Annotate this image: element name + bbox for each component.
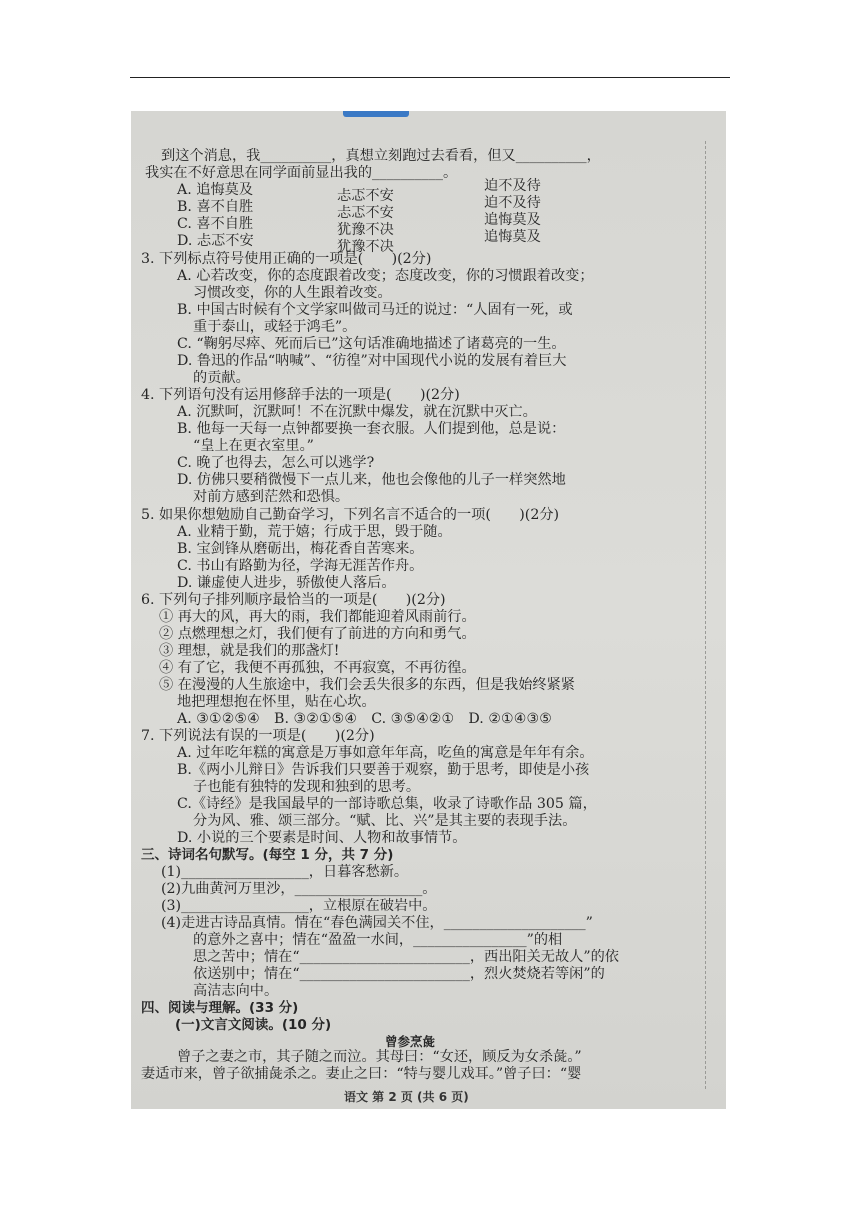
q3-stem: 3. 下列标点符号使用正确的一项是( )(2分) bbox=[141, 251, 432, 267]
q3-line: A. 心若改变，你的态度跟着改变；态度改变，你的习惯跟着改变； bbox=[177, 268, 594, 284]
q3-line: 的贡献。 bbox=[193, 370, 250, 386]
section4-subheading: (一)文言文阅读。(10 分) bbox=[175, 1017, 332, 1033]
q3-line: B. 中国古时候有个文学家叫做司马迁的说过：“人固有一死，或 bbox=[177, 302, 573, 318]
q4-line: B. 他每一天每一点钟都要换一套衣服。人们提到他，总是说： bbox=[177, 421, 566, 437]
q4-line: A. 沉默呵，沉默呵！不在沉默中爆发，就在沉默中灭亡。 bbox=[177, 404, 537, 420]
q5-line: C. 书山有路勤为径，学海无涯苦作舟。 bbox=[177, 558, 424, 574]
fold-line bbox=[705, 141, 706, 1089]
top-rule bbox=[130, 77, 730, 78]
passage-title: 曾参烹彘 bbox=[385, 1034, 436, 1049]
q6-stem: 6. 下列句子排列顺序最恰当的一项是( )(2分) bbox=[141, 592, 446, 608]
q2-line-2: 我实在不好意思在同学面前显出我的__________。 bbox=[145, 165, 458, 181]
q5-line: D. 谦虚使人进步，骄傲使人落后。 bbox=[177, 575, 396, 591]
q5-stem: 5. 如果你想勉励自己勤奋学习，下列名言不适合的一项( )(2分) bbox=[141, 507, 560, 523]
q6-line: ① 再大的风，再大的雨，我们都能迎着风雨前行。 bbox=[159, 609, 476, 625]
poem-line: 的意外之喜中；情在“盈盈一水间，________________”的相 bbox=[193, 932, 563, 948]
q7-line: B.《两小儿辩日》告诉我们只要善于观察，勤于思考，即使是小孩 bbox=[177, 762, 590, 778]
poem-line: (1)__________________，日暮客愁新。 bbox=[161, 864, 409, 880]
section4-heading: 四、阅读与理解。(33 分) bbox=[141, 1000, 299, 1016]
q2-option-b-right: 迫不及待 bbox=[484, 195, 541, 211]
q2-option-c-right: 追悔莫及 bbox=[484, 212, 541, 228]
q4-line: C. 晚了也得去，怎么可以逃学? bbox=[177, 455, 375, 471]
passage-line: 曾子之妻之市，其子随之而泣。其母曰：“女还，顾反为女杀彘。” bbox=[177, 1049, 582, 1065]
q3-line: 习惯改变，你的人生跟着改变。 bbox=[193, 285, 392, 301]
q7-line: 分为风、雅、颂三部分。“赋、比、兴”是其主要的表现手法。 bbox=[193, 813, 577, 829]
q7-line: 子也能有独特的发现和独到的思考。 bbox=[193, 779, 421, 795]
binder-tab bbox=[343, 111, 409, 117]
q4-line: “皇上在更衣室里。” bbox=[193, 438, 314, 454]
q2-option-d-mid: 犹豫不决 bbox=[337, 239, 394, 255]
q5-line: A. 业精于勤，荒于嬉；行成于思，毁于随。 bbox=[177, 524, 452, 540]
poem-line: 依送别中；情在“________________________，烈火焚烧若等闲”的 bbox=[193, 966, 605, 982]
page-footer: 语文 第 2 页 (共 6 页) bbox=[344, 1090, 469, 1104]
poem-line: (3)__________________，立根原在破岩中。 bbox=[161, 898, 437, 914]
poem-line: 思之苦中；情在“________________________，西出阳关无故人”的依 bbox=[193, 949, 619, 965]
poem-line: (2)九曲黄河万里沙，__________________。 bbox=[161, 881, 437, 897]
q7-stem: 7. 下列说法有误的一项是( )(2分) bbox=[141, 728, 375, 744]
q2-option-d-right: 追悔莫及 bbox=[484, 229, 541, 245]
q5-line: B. 宝剑锋从磨砺出，梅花香自苦寒来。 bbox=[177, 541, 424, 557]
poem-line: (4)走进古诗品真情。情在“春色满园关不住，____________________” bbox=[161, 915, 593, 931]
q6-line: 地把理想抱在怀里，贴在心坎。 bbox=[177, 694, 376, 710]
q6-line: ② 点燃理想之灯，我们便有了前进的方向和勇气。 bbox=[159, 626, 476, 642]
q4-line: 对前方感到茫然和恐惧。 bbox=[193, 489, 350, 505]
section3-heading: 三、诗词名句默写。(每空 1 分，共 7 分) bbox=[141, 847, 394, 863]
q7-line: C.《诗经》是我国最早的一部诗歌总集，收录了诗歌作品 305 篇， bbox=[177, 796, 597, 812]
q6-line: ③ 理想，就是我们的那盏灯! bbox=[159, 643, 340, 659]
poem-line: 高洁志向中。 bbox=[193, 983, 279, 999]
q4-line: D. 仿佛只要稍微慢下一点儿来，他也会像他的儿子一样突然地 bbox=[177, 472, 566, 488]
q2-option-a: A. 追悔莫及 bbox=[177, 182, 254, 198]
q2-option-c: C. 喜不自胜 bbox=[177, 216, 254, 232]
q2-option-c-mid: 犹豫不决 bbox=[337, 222, 394, 238]
passage-line: 妻适市来，曾子欲捕彘杀之。妻止之曰：“特与婴儿戏耳。”曾子曰：“婴 bbox=[141, 1066, 582, 1082]
q2-line-1: 到这个消息，我__________，真想立刻跑过去看看，但又__________， bbox=[161, 148, 601, 164]
q2-option-a-right: 迫不及待 bbox=[484, 178, 541, 194]
q2-option-b: B. 喜不自胜 bbox=[177, 199, 254, 215]
q2-option-d: D. 忐忑不安 bbox=[177, 233, 254, 249]
q6-line: ⑤ 在漫漫的人生旅途中，我们会丢失很多的东西，但是我始终紧紧 bbox=[159, 677, 575, 693]
q2-option-a-mid: 忐忑不安 bbox=[337, 188, 394, 204]
q7-line: A. 过年吃年糕的寓意是万事如意年年高，吃鱼的寓意是年年有余。 bbox=[177, 745, 594, 761]
q2-option-b-mid: 忐忑不安 bbox=[337, 205, 394, 221]
q3-line: C. “鞠躬尽瘁、死而后已”这句话准确地描述了诸葛亮的一生。 bbox=[177, 336, 566, 352]
q6-options: A. ③①②⑤④ B. ③②①⑤④ C. ③⑤④②① D. ②①④③⑤ bbox=[177, 711, 552, 727]
q7-line: D. 小说的三个要素是时间、人物和故事情节。 bbox=[177, 830, 467, 846]
q4-stem: 4. 下列语句没有运用修辞手法的一项是( )(2分) bbox=[141, 387, 460, 403]
q3-line: D. 鲁迅的作品“呐喊”、“彷徨”对中国现代小说的发展有着巨大 bbox=[177, 353, 567, 369]
exam-page-photo bbox=[131, 111, 726, 1109]
q3-line: 重于泰山，或轻于鸿毛”。 bbox=[193, 319, 357, 335]
q6-line: ④ 有了它，我便不再孤独，不再寂寞，不再彷徨。 bbox=[159, 660, 476, 676]
